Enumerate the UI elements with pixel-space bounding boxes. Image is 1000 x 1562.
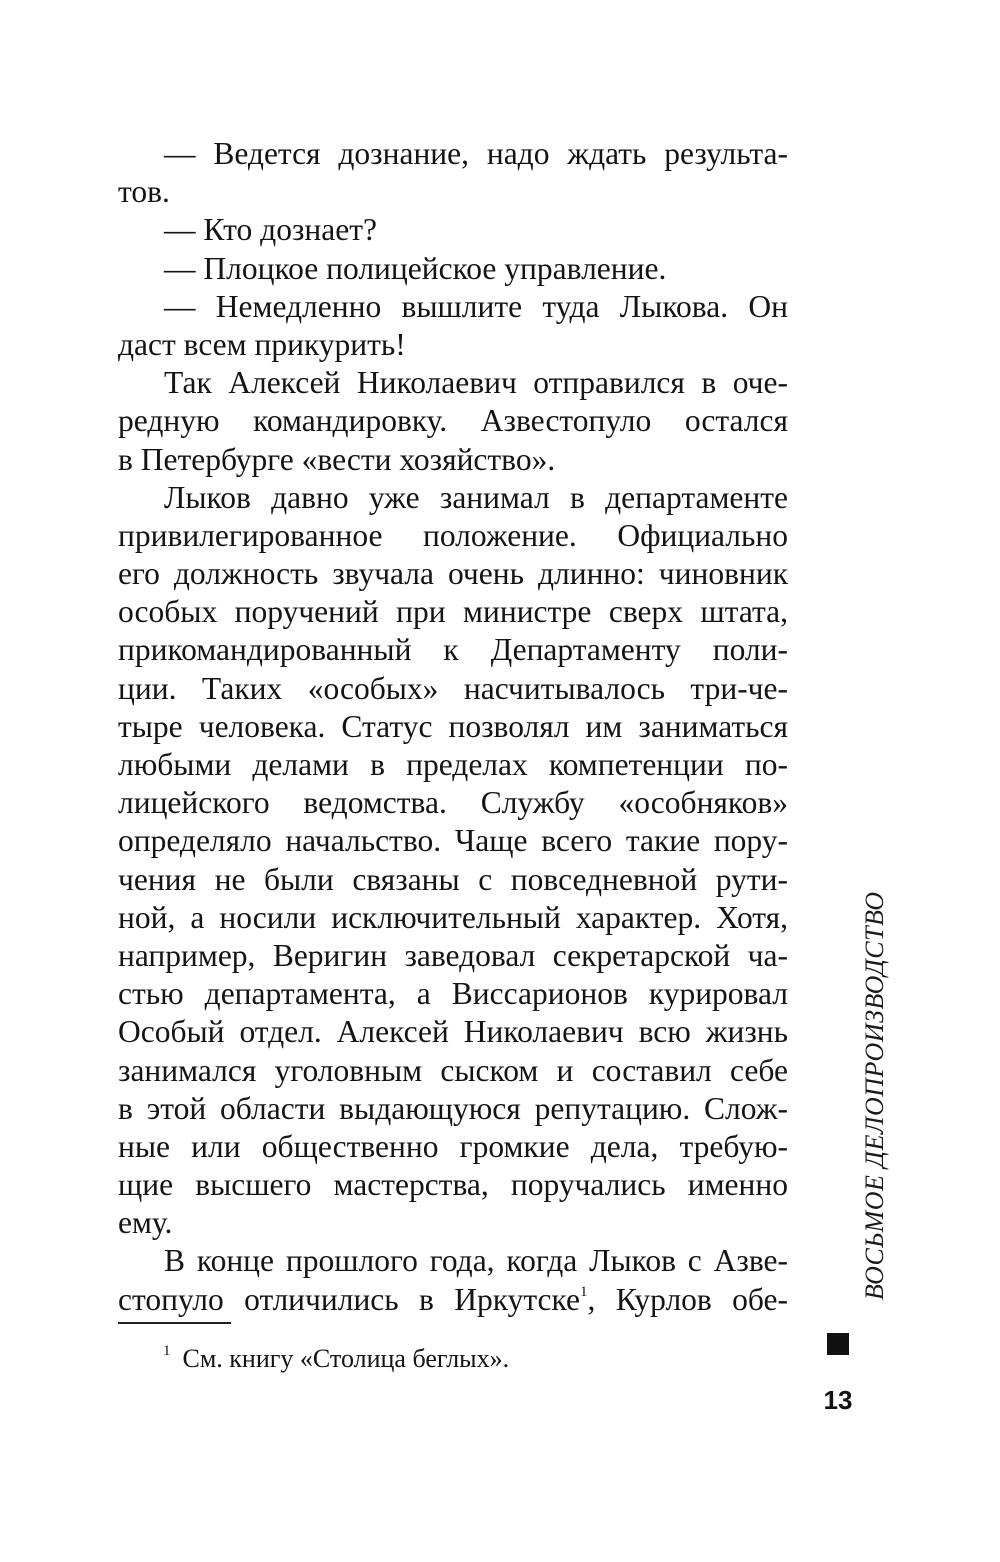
text-line: его должность звучала очень длинно: чиновник [118,556,788,592]
text-line: щие высшего мастерства, поручались именно [118,1167,788,1203]
text-line: ему. [118,1205,173,1241]
text-line: чения не были связаны с повседневной рути- [118,861,788,897]
text-line: — Немедленно вышлите туда Лыкова. Он [164,288,788,324]
text-line: ции. Таких «особых» насчитывалось три-че- [118,670,788,706]
footnote [163,1336,509,1374]
text-line: Лыков давно уже занимал в департаменте [164,479,788,515]
text-line: стью департамента, а Виссарионов курировал [118,976,788,1012]
text-line: Так Алексей Николаевич отправился в оче- [164,365,788,401]
text-line: — Ведется дознание, надо ждать результа- [164,136,788,171]
footnote-mark: 1 [163,1343,171,1359]
text-line: — Кто дознает? [164,212,377,248]
running-title: ВОСЬМОЕ ДЕЛОПРОИЗВОДСТВО [860,891,889,1300]
body-text [118,135,788,1319]
text-line: любыми делами в пределах компетенции по- [118,747,788,782]
text-line: В конце прошлого года, когда Лыков с Азве- [164,1243,788,1279]
text-fragment: стопуло отличились в Иркутске [118,1281,580,1317]
text-line: в этой области выдающуюся репутацию. Слож- [118,1090,788,1126]
text-line: ной, а носили исключительный характер. Хотя, [118,899,788,935]
text-line: даст всем прикурить! [118,326,406,362]
text-line: прикомандированный к Департаменту поли- [118,632,788,668]
footnote-divider [118,1322,231,1324]
text-line: Особый отдел. Алексей Николаевич всю жизнь [118,1014,788,1050]
text-line: тов. [118,174,170,210]
text-line: ные или общественно громкие дела, требую- [118,1128,788,1164]
page-number: 13 [823,1385,853,1415]
text-line: например, Веригин заведовал секретарской ча- [118,937,788,973]
text-line-with-footnote-ref [118,1281,788,1319]
footnote-reference[interactable]: 1 [580,1283,588,1300]
text-line: — Плоцкое полицейское управление. [164,250,667,286]
text-fragment: , Курлов обе- [587,1281,789,1317]
text-line: определяло начальство. Чаще всего такие пору- [118,823,788,859]
square-marker-icon [827,1333,849,1355]
text-line: занимался уголовным сыском и составил себе [118,1052,788,1088]
text-line: редную командировку. Азвестопуло остался [118,403,788,439]
text-line: привилегированное положение. Официально [118,517,788,553]
text-line: в Петербурге «вести хозяйство». [118,441,556,477]
text-line: тыре человека. Статус позволял им заниматься [118,708,788,744]
text-line: лицейского ведомства. Службу «особняков» [118,785,788,821]
footnote-text: См. книгу «Столица беглых». [182,1344,510,1373]
text-line: особых поручений при министре сверх штата, [118,594,788,630]
